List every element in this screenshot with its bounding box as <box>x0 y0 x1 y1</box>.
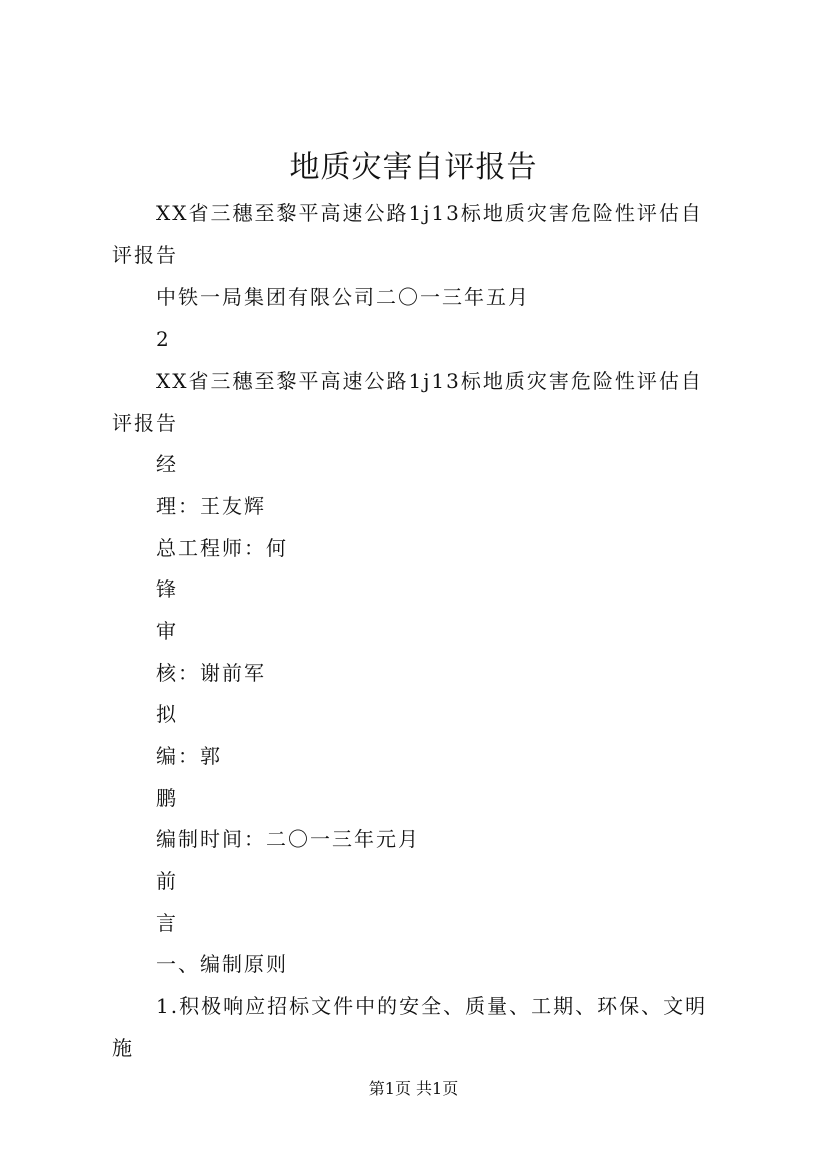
paragraph-manager-label: 经 <box>156 452 178 476</box>
paragraph-drafter-label: 拟 <box>156 702 178 726</box>
paragraph-compile-date: 编制时间：二〇一三年元月 <box>156 827 420 851</box>
page-footer: 第1页 共1页 <box>368 1079 459 1098</box>
paragraph-preface-1: 前 <box>156 869 178 893</box>
paragraph-preface-2: 言 <box>156 911 178 935</box>
paragraph-principle-1: 1.积极响应招标文件中的安全、质量、工期、环保、文明施 <box>112 994 708 1060</box>
paragraph-project-title-repeat: XX省三穗至黎平高速公路1j13标地质灾害危险性评估自评报告 <box>112 369 703 435</box>
paragraph-company-date: 中铁一局集团有限公司二〇一三年五月 <box>156 285 530 309</box>
paragraph-manager-name: 理：王友辉 <box>156 494 266 518</box>
paragraph-chief-engineer: 总工程师：何 <box>156 536 288 560</box>
paragraph-reviewer-label: 审 <box>156 619 178 643</box>
paragraph-chief-engineer-name: 锋 <box>156 577 178 601</box>
paragraph-reviewer-name: 核：谢前军 <box>156 661 266 685</box>
section-heading-principles: 一、编制原则 <box>156 952 288 976</box>
paragraph-drafter-name-cont: 鹏 <box>156 786 178 810</box>
paragraph-project-title: XX省三穗至黎平高速公路1j13标地质灾害危险性评估自评报告 <box>112 201 703 267</box>
paragraph-drafter-name: 编：郭 <box>156 744 222 768</box>
paragraph-page-number: 2 <box>156 327 171 351</box>
document-title: 地质灾害自评报告 <box>289 150 538 185</box>
